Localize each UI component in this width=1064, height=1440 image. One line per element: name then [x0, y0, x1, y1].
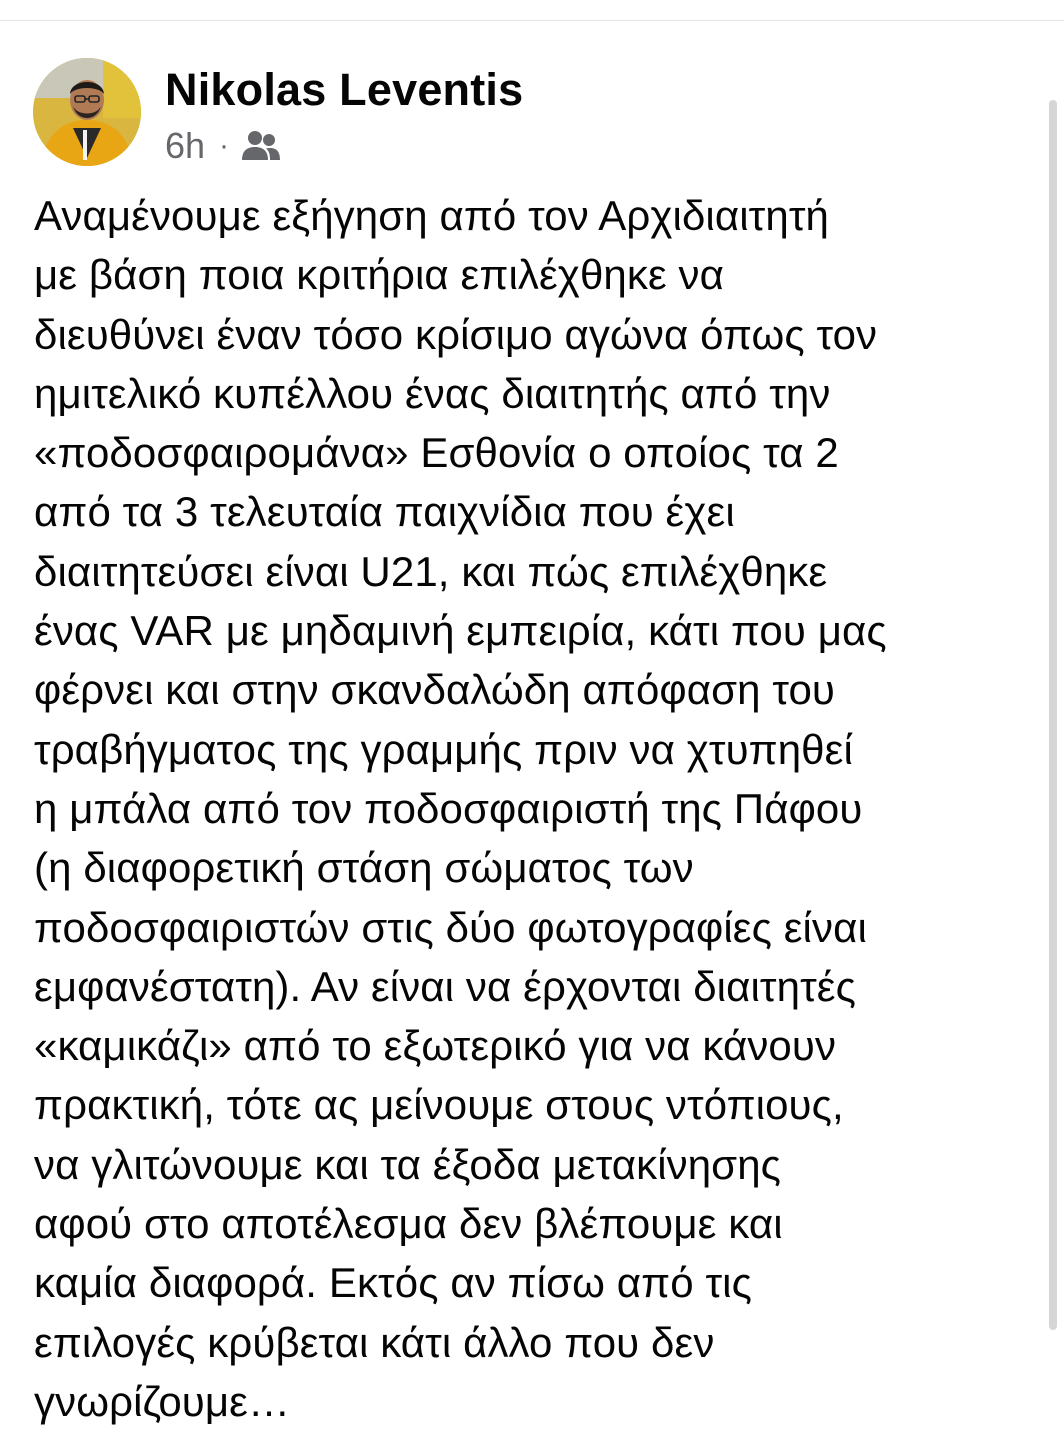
- scrollbar[interactable]: [1049, 100, 1057, 1330]
- post-text-line: πρακτική, τότε ας μείνουμε στους ντόπιους,: [34, 1081, 844, 1129]
- post-text-line: να γλιτώνουμε και τα έξοδα μετακίνησης: [34, 1140, 782, 1188]
- post-text-line: αφού στο αποτέλεσμα δεν βλέπουμε και: [34, 1200, 783, 1248]
- post-text-line: «ποδοσφαιρομάνα» Εσθονία ο οποίος τα 2: [34, 429, 839, 477]
- post-text-line: ένας VAR με μηδαμινή εμπειρία, κάτι που μας: [34, 607, 887, 655]
- friends-icon[interactable]: [241, 129, 281, 163]
- author-name[interactable]: Nikolas Leventis: [165, 64, 524, 115]
- post-text-line: από τα 3 τελευταία παιχνίδια που έχει: [34, 488, 735, 536]
- post-text-line: διαιτητεύσει είναι U21, και πώς επιλέχθηκε: [34, 547, 828, 595]
- post-text-line: φέρνει και στην σκανδαλώδη απόφαση του: [34, 666, 835, 714]
- post-text-line: ποδοσφαιριστών στις δύο φωτογραφίες είναι: [34, 903, 867, 951]
- post-text-line: εμφανέστατη). Αν είναι να έρχονται διαιτητές: [34, 962, 856, 1010]
- post-text-line: «καμικάζι» από το εξωτερικό για να κάνουν: [34, 1022, 837, 1070]
- post-text-line: γνωρίζουμε…: [34, 1377, 291, 1425]
- post-text-line: (η διαφορετική στάση σώματος των: [34, 844, 694, 892]
- post-text-line: τραβήγματος της γραμμής πριν να χτυπηθεί: [34, 725, 853, 773]
- post-header: [33, 58, 1013, 168]
- post-text-line: η μπάλα από τον ποδοσφαιριστή της Πάφου: [34, 784, 863, 832]
- post-text-line: με βάση ποια κριτήρια επιλέχθηκε να: [34, 251, 725, 299]
- avatar-image: [33, 58, 141, 166]
- post-text-line: καμία διαφορά. Εκτός αν πίσω από τις: [34, 1259, 752, 1307]
- post-meta: [165, 124, 281, 168]
- author-avatar[interactable]: [33, 58, 141, 166]
- meta-separator: ·: [219, 129, 230, 162]
- post-text: [34, 186, 1034, 1431]
- post-text-line: επιλογές κρύβεται κάτι άλλο που δεν: [34, 1318, 715, 1366]
- post-time[interactable]: 6h: [165, 125, 206, 166]
- post-text-line: Αναμένουμε εξήγηση από τον Αρχιδιαιτητή: [34, 192, 829, 239]
- post-text-line: διευθύνει έναν τόσο κρίσιμο αγώνα όπως τον: [34, 310, 878, 358]
- post-text-line: ημιτελικό κυπέλλου ένας διαιτητής από την: [34, 369, 831, 417]
